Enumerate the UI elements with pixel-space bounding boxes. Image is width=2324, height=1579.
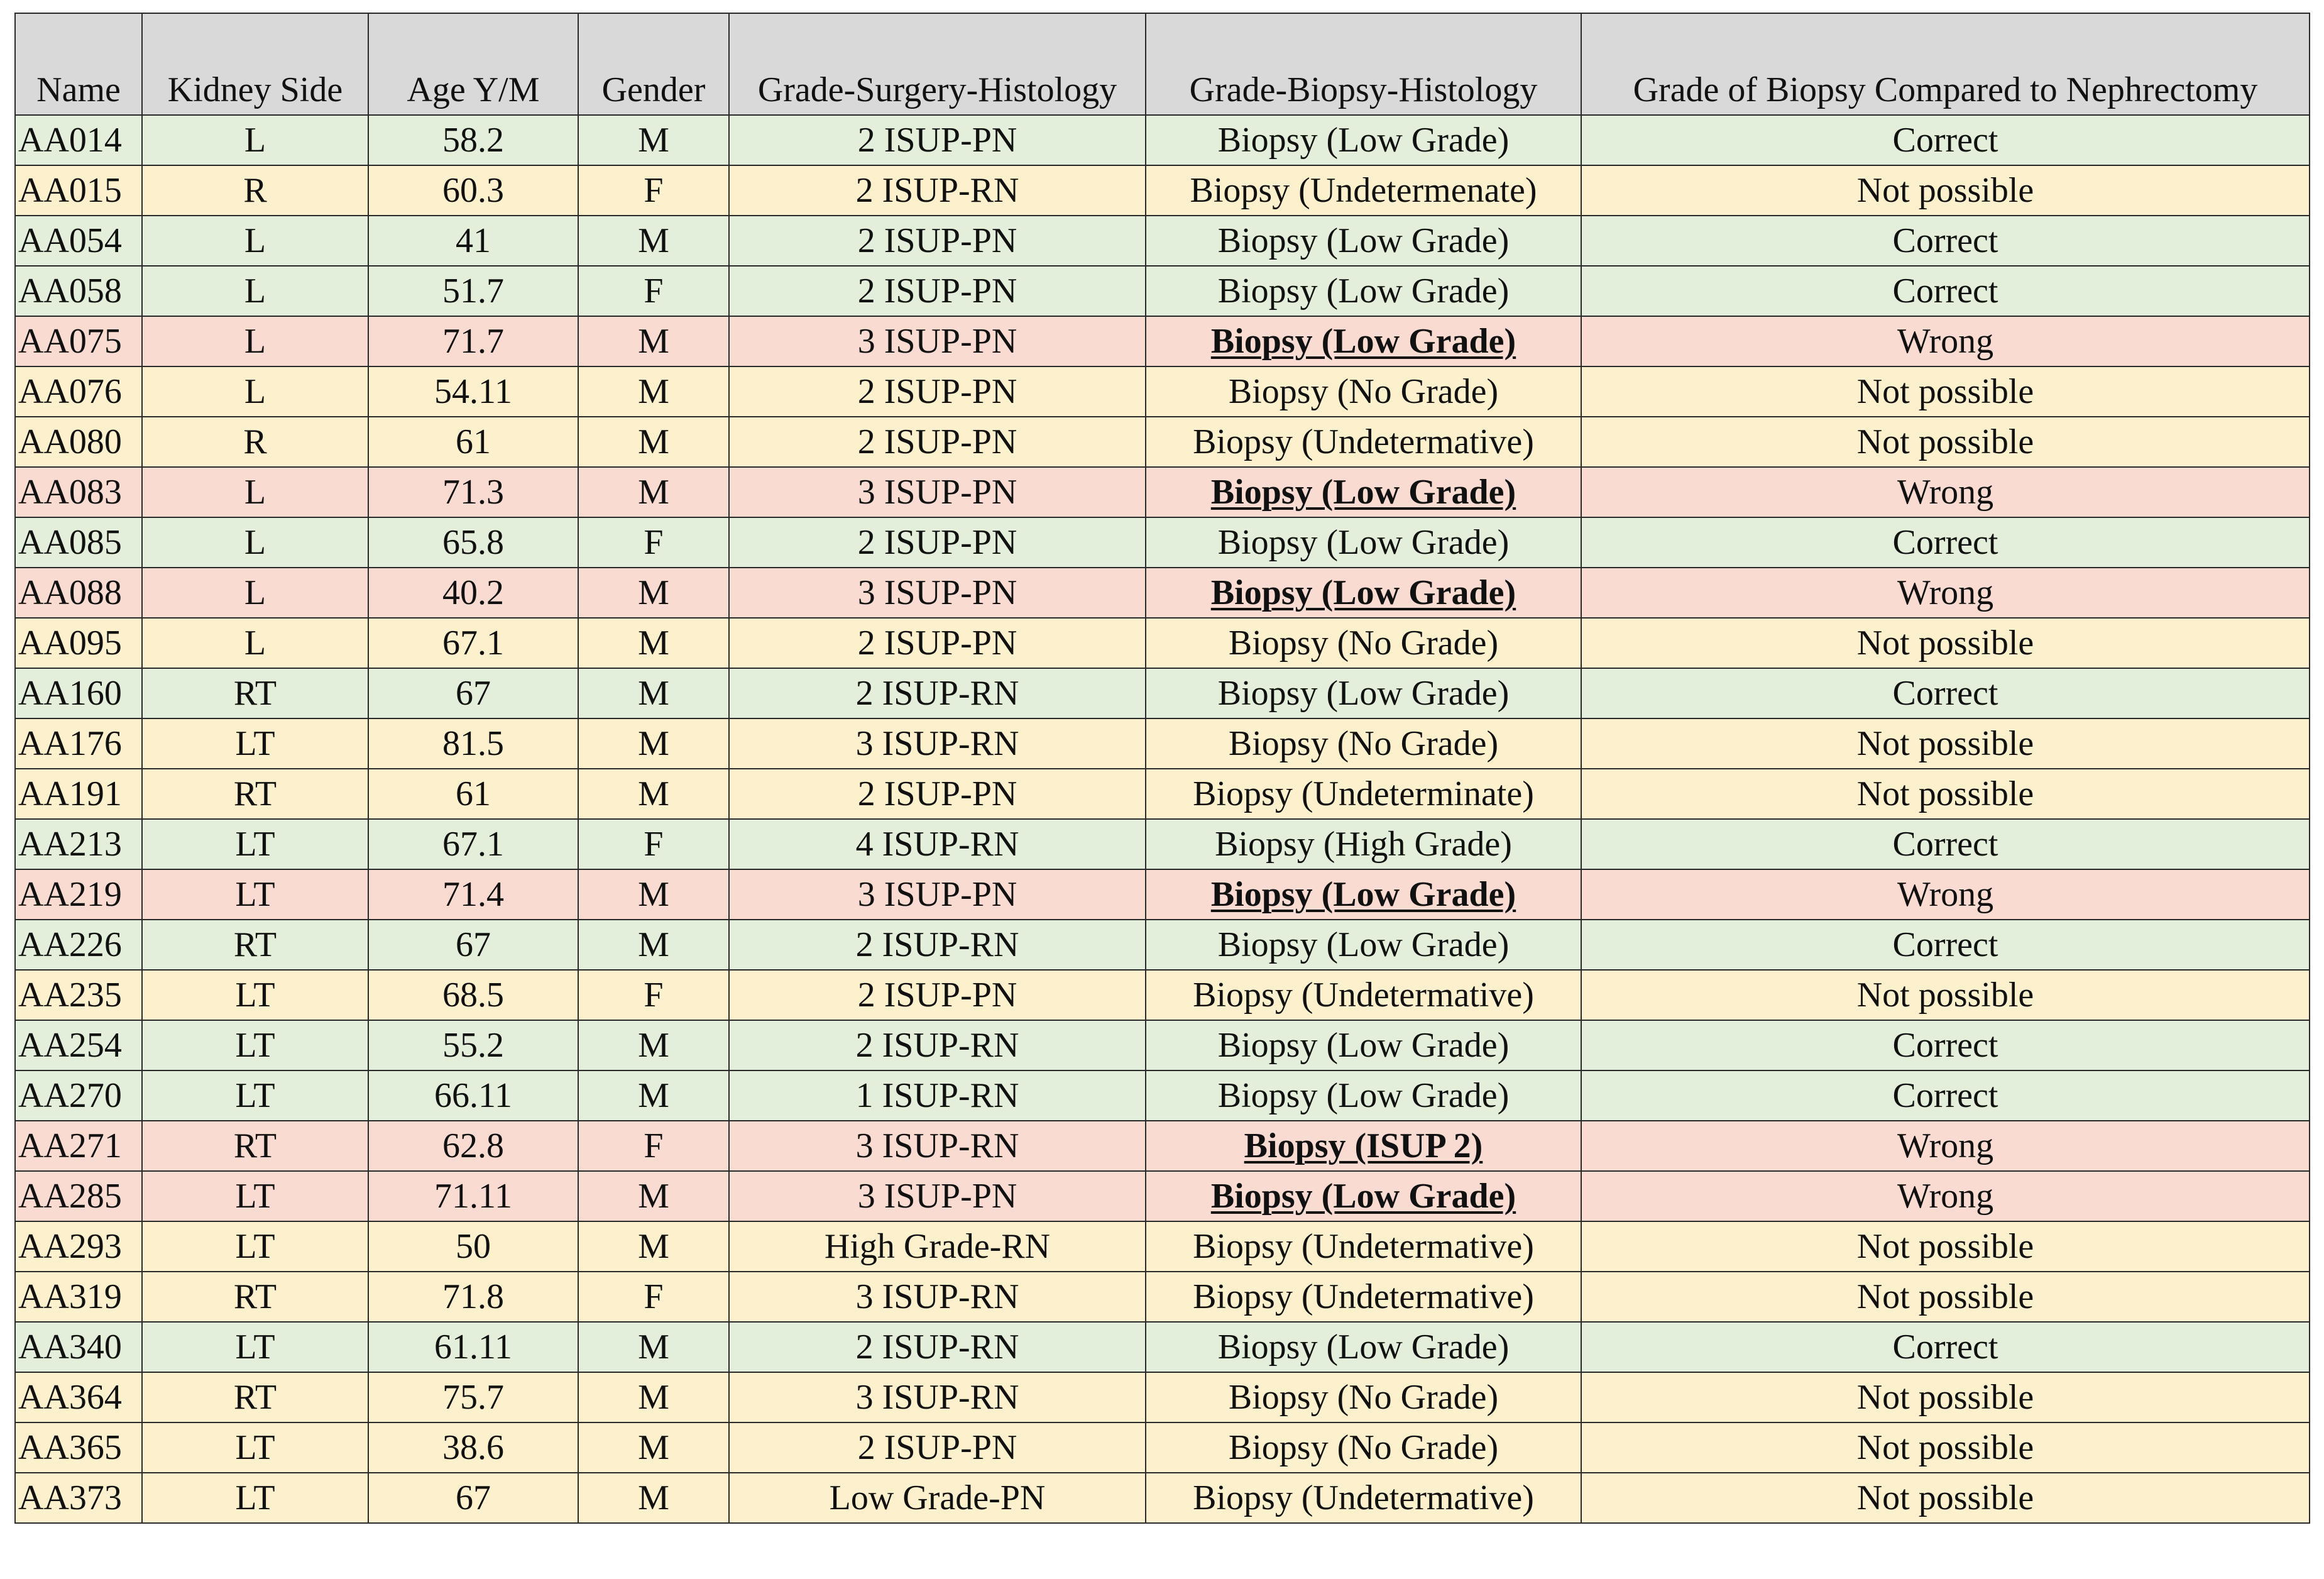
cell-age: 68.5	[368, 970, 578, 1020]
cell-grade-biopsy: Biopsy (No Grade)	[1146, 718, 1581, 769]
cell-grade-biopsy-text: Biopsy (Low Grade)	[1210, 1177, 1516, 1216]
cell-grade-biopsy: Biopsy (No Grade)	[1146, 618, 1581, 668]
cell-grade-surgery: 3 ISUP-PN	[729, 869, 1146, 920]
cell-name: AA160	[15, 668, 142, 718]
table-row	[15, 1070, 2310, 1121]
cell-kidney-side: LT	[142, 718, 368, 769]
cell-grade-biopsy: Biopsy (No Grade)	[1146, 366, 1581, 417]
cell-comparison: Correct	[1581, 819, 2310, 869]
cell-kidney-side: L	[142, 618, 368, 668]
cell-comparison: Correct	[1581, 115, 2310, 165]
cell-comparison: Correct	[1581, 920, 2310, 970]
table-row	[15, 417, 2310, 467]
table-body	[15, 115, 2310, 1523]
cell-age: 71.11	[368, 1171, 578, 1221]
cell-grade-biopsy: Biopsy (No Grade)	[1146, 1422, 1581, 1473]
cell-grade-biopsy: Biopsy (Undetermative)	[1146, 417, 1581, 467]
cell-kidney-side: LT	[142, 1171, 368, 1221]
cell-name: AA015	[15, 165, 142, 216]
cell-comparison: Not possible	[1581, 1473, 2310, 1523]
table-row	[15, 869, 2310, 920]
cell-name: AA014	[15, 115, 142, 165]
cell-grade-surgery: 4 ISUP-RN	[729, 819, 1146, 869]
cell-age: 75.7	[368, 1372, 578, 1422]
cell-kidney-side: LT	[142, 1473, 368, 1523]
cell-gender: M	[578, 216, 729, 266]
cell-grade-biopsy-text: Biopsy (Low Grade)	[1210, 875, 1516, 914]
table-row	[15, 1121, 2310, 1171]
cell-name: AA319	[15, 1272, 142, 1322]
cell-name: AA080	[15, 417, 142, 467]
cell-comparison: Correct	[1581, 1020, 2310, 1070]
cell-age: 58.2	[368, 115, 578, 165]
cell-gender: M	[578, 568, 729, 618]
header-grade-surgery: Grade-Surgery-Histology	[729, 13, 1146, 115]
cell-grade-surgery: 3 ISUP-PN	[729, 1171, 1146, 1221]
cell-name: AA213	[15, 819, 142, 869]
cell-kidney-side: L	[142, 216, 368, 266]
cell-name: AA054	[15, 216, 142, 266]
cell-gender: M	[578, 618, 729, 668]
header-gender: Gender	[578, 13, 729, 115]
cell-grade-surgery: 2 ISUP-PN	[729, 366, 1146, 417]
table-row	[15, 920, 2310, 970]
cell-name: AA095	[15, 618, 142, 668]
cell-gender: F	[578, 165, 729, 216]
cell-grade-surgery: 3 ISUP-RN	[729, 1121, 1146, 1171]
cell-gender: M	[578, 115, 729, 165]
table-row	[15, 970, 2310, 1020]
cell-name: AA364	[15, 1372, 142, 1422]
table-row	[15, 1221, 2310, 1272]
cell-gender: M	[578, 1221, 729, 1272]
cell-grade-biopsy-text: Biopsy (Low Grade)	[1210, 473, 1516, 512]
cell-grade-biopsy: Biopsy (Undetermative)	[1146, 1272, 1581, 1322]
cell-age: 55.2	[368, 1020, 578, 1070]
cell-gender: M	[578, 366, 729, 417]
cell-grade-biopsy-text: Biopsy (Low Grade)	[1210, 322, 1516, 361]
cell-comparison: Not possible	[1581, 1272, 2310, 1322]
cell-kidney-side: LT	[142, 1322, 368, 1372]
cell-name: AA293	[15, 1221, 142, 1272]
cell-grade-surgery: Low Grade-PN	[729, 1473, 1146, 1523]
cell-name: AA226	[15, 920, 142, 970]
table-row	[15, 1171, 2310, 1221]
cell-grade-surgery: 2 ISUP-RN	[729, 920, 1146, 970]
cell-comparison: Correct	[1581, 1322, 2310, 1372]
cell-comparison: Not possible	[1581, 165, 2310, 216]
cell-comparison: Not possible	[1581, 417, 2310, 467]
cell-grade-surgery: High Grade-RN	[729, 1221, 1146, 1272]
cell-grade-biopsy-text: Biopsy (Low Grade)	[1210, 573, 1516, 612]
cell-comparison: Correct	[1581, 517, 2310, 568]
cell-grade-biopsy: Biopsy (Low Grade)	[1146, 920, 1581, 970]
cell-grade-surgery: 3 ISUP-RN	[729, 1372, 1146, 1422]
cell-age: 71.4	[368, 869, 578, 920]
cell-comparison: Wrong	[1581, 568, 2310, 618]
cell-age: 67	[368, 668, 578, 718]
biopsy-comparison-table	[14, 13, 2310, 1524]
cell-comparison: Correct	[1581, 668, 2310, 718]
cell-gender: M	[578, 920, 729, 970]
cell-name: AA285	[15, 1171, 142, 1221]
header-name: Name	[15, 13, 142, 115]
cell-kidney-side: LT	[142, 970, 368, 1020]
table-row	[15, 718, 2310, 769]
cell-comparison: Wrong	[1581, 869, 2310, 920]
cell-kidney-side: L	[142, 366, 368, 417]
cell-kidney-side: L	[142, 517, 368, 568]
cell-age: 60.3	[368, 165, 578, 216]
cell-gender: M	[578, 718, 729, 769]
cell-kidney-side: L	[142, 568, 368, 618]
table-row	[15, 668, 2310, 718]
cell-comparison: Not possible	[1581, 1422, 2310, 1473]
spreadsheet	[14, 13, 2310, 1524]
cell-comparison: Wrong	[1581, 1171, 2310, 1221]
cell-age: 51.7	[368, 266, 578, 316]
cell-kidney-side: LT	[142, 1020, 368, 1070]
cell-comparison: Not possible	[1581, 1372, 2310, 1422]
table-row	[15, 1272, 2310, 1322]
table-row	[15, 216, 2310, 266]
cell-age: 62.8	[368, 1121, 578, 1171]
cell-age: 61	[368, 417, 578, 467]
cell-kidney-side: L	[142, 467, 368, 517]
cell-grade-surgery: 2 ISUP-RN	[729, 165, 1146, 216]
cell-gender: F	[578, 970, 729, 1020]
table-row	[15, 366, 2310, 417]
cell-kidney-side: LT	[142, 1422, 368, 1473]
cell-grade-biopsy: Biopsy (Undetermenate)	[1146, 165, 1581, 216]
cell-grade-biopsy: Biopsy (No Grade)	[1146, 1372, 1581, 1422]
cell-comparison: Not possible	[1581, 718, 2310, 769]
cell-name: AA270	[15, 1070, 142, 1121]
table-row	[15, 165, 2310, 216]
cell-grade-surgery: 2 ISUP-PN	[729, 115, 1146, 165]
table-row	[15, 517, 2310, 568]
cell-name: AA340	[15, 1322, 142, 1372]
cell-grade-surgery: 2 ISUP-PN	[729, 216, 1146, 266]
cell-grade-biopsy	[1146, 1171, 1581, 1221]
cell-comparison: Wrong	[1581, 1121, 2310, 1171]
cell-gender: F	[578, 1121, 729, 1171]
cell-kidney-side: R	[142, 417, 368, 467]
cell-comparison: Correct	[1581, 266, 2310, 316]
cell-name: AA271	[15, 1121, 142, 1171]
cell-grade-surgery: 3 ISUP-PN	[729, 568, 1146, 618]
cell-grade-biopsy: Biopsy (Low Grade)	[1146, 216, 1581, 266]
cell-name: AA058	[15, 266, 142, 316]
cell-kidney-side: RT	[142, 1272, 368, 1322]
cell-gender: F	[578, 1272, 729, 1322]
cell-kidney-side: R	[142, 165, 368, 216]
cell-grade-surgery: 2 ISUP-PN	[729, 266, 1146, 316]
cell-grade-surgery: 2 ISUP-RN	[729, 668, 1146, 718]
cell-kidney-side: RT	[142, 1372, 368, 1422]
table-row	[15, 1372, 2310, 1422]
table-row	[15, 1020, 2310, 1070]
header-age: Age Y/M	[368, 13, 578, 115]
table-row	[15, 115, 2310, 165]
cell-grade-surgery: 3 ISUP-PN	[729, 467, 1146, 517]
cell-grade-biopsy-text: Biopsy (ISUP 2)	[1244, 1126, 1483, 1165]
cell-grade-biopsy	[1146, 316, 1581, 366]
cell-grade-biopsy: Biopsy (Low Grade)	[1146, 1020, 1581, 1070]
cell-comparison: Wrong	[1581, 467, 2310, 517]
cell-gender: M	[578, 869, 729, 920]
cell-gender: M	[578, 417, 729, 467]
cell-gender: M	[578, 1322, 729, 1372]
cell-grade-surgery: 2 ISUP-PN	[729, 417, 1146, 467]
cell-kidney-side: RT	[142, 1121, 368, 1171]
cell-grade-surgery: 2 ISUP-PN	[729, 618, 1146, 668]
cell-name: AA176	[15, 718, 142, 769]
table-row	[15, 769, 2310, 819]
cell-grade-biopsy: Biopsy (Undetermative)	[1146, 1221, 1581, 1272]
cell-gender: M	[578, 1070, 729, 1121]
cell-name: AA235	[15, 970, 142, 1020]
table-row	[15, 266, 2310, 316]
cell-gender: F	[578, 517, 729, 568]
cell-gender: M	[578, 668, 729, 718]
cell-age: 41	[368, 216, 578, 266]
cell-kidney-side: L	[142, 115, 368, 165]
cell-grade-biopsy: Biopsy (Low Grade)	[1146, 1322, 1581, 1372]
cell-grade-surgery: 3 ISUP-RN	[729, 718, 1146, 769]
cell-gender: M	[578, 316, 729, 366]
table-row	[15, 819, 2310, 869]
cell-comparison: Correct	[1581, 1070, 2310, 1121]
table-row	[15, 316, 2310, 366]
cell-grade-biopsy: Biopsy (Low Grade)	[1146, 266, 1581, 316]
cell-age: 71.3	[368, 467, 578, 517]
cell-gender: M	[578, 1372, 729, 1422]
cell-grade-biopsy: Biopsy (High Grade)	[1146, 819, 1581, 869]
cell-grade-surgery: 2 ISUP-PN	[729, 517, 1146, 568]
cell-name: AA191	[15, 769, 142, 819]
cell-kidney-side: RT	[142, 668, 368, 718]
cell-name: AA365	[15, 1422, 142, 1473]
table-row	[15, 568, 2310, 618]
cell-age: 50	[368, 1221, 578, 1272]
cell-name: AA373	[15, 1473, 142, 1523]
cell-age: 71.7	[368, 316, 578, 366]
cell-grade-surgery: 2 ISUP-PN	[729, 970, 1146, 1020]
cell-gender: F	[578, 266, 729, 316]
cell-gender: M	[578, 769, 729, 819]
cell-comparison: Correct	[1581, 216, 2310, 266]
cell-grade-biopsy: Biopsy (Low Grade)	[1146, 115, 1581, 165]
cell-name: AA254	[15, 1020, 142, 1070]
cell-age: 81.5	[368, 718, 578, 769]
cell-kidney-side: LT	[142, 1070, 368, 1121]
cell-kidney-side: LT	[142, 869, 368, 920]
cell-grade-biopsy: Biopsy (Low Grade)	[1146, 517, 1581, 568]
cell-grade-biopsy	[1146, 467, 1581, 517]
cell-comparison: Not possible	[1581, 769, 2310, 819]
cell-kidney-side: LT	[142, 819, 368, 869]
cell-grade-surgery: 2 ISUP-PN	[729, 1422, 1146, 1473]
cell-name: AA085	[15, 517, 142, 568]
cell-age: 40.2	[368, 568, 578, 618]
cell-age: 54.11	[368, 366, 578, 417]
cell-grade-biopsy	[1146, 869, 1581, 920]
cell-age: 67	[368, 1473, 578, 1523]
table-row	[15, 1473, 2310, 1523]
cell-gender: F	[578, 819, 729, 869]
cell-comparison: Not possible	[1581, 366, 2310, 417]
cell-name: AA088	[15, 568, 142, 618]
cell-age: 67	[368, 920, 578, 970]
cell-name: AA076	[15, 366, 142, 417]
cell-grade-biopsy: Biopsy (Low Grade)	[1146, 1070, 1581, 1121]
table-row	[15, 467, 2310, 517]
cell-grade-biopsy: Biopsy (Low Grade)	[1146, 668, 1581, 718]
cell-name: AA083	[15, 467, 142, 517]
cell-grade-biopsy	[1146, 568, 1581, 618]
cell-grade-biopsy: Biopsy (Undetermative)	[1146, 1473, 1581, 1523]
cell-grade-surgery: 1 ISUP-RN	[729, 1070, 1146, 1121]
cell-kidney-side: LT	[142, 1221, 368, 1272]
header-kidney-side: Kidney Side	[142, 13, 368, 115]
cell-gender: M	[578, 1473, 729, 1523]
table-row	[15, 618, 2310, 668]
cell-grade-surgery: 3 ISUP-RN	[729, 1272, 1146, 1322]
cell-grade-surgery: 2 ISUP-PN	[729, 769, 1146, 819]
cell-gender: M	[578, 1422, 729, 1473]
cell-gender: M	[578, 467, 729, 517]
cell-age: 38.6	[368, 1422, 578, 1473]
cell-comparison: Not possible	[1581, 618, 2310, 668]
cell-age: 71.8	[368, 1272, 578, 1322]
cell-gender: M	[578, 1020, 729, 1070]
cell-age: 67.1	[368, 819, 578, 869]
cell-comparison: Not possible	[1581, 1221, 2310, 1272]
cell-comparison: Not possible	[1581, 970, 2310, 1020]
header-grade-biopsy: Grade-Biopsy-Histology	[1146, 13, 1581, 115]
cell-grade-biopsy	[1146, 1121, 1581, 1171]
cell-age: 66.11	[368, 1070, 578, 1121]
cell-age: 61.11	[368, 1322, 578, 1372]
cell-kidney-side: RT	[142, 920, 368, 970]
cell-age: 67.1	[368, 618, 578, 668]
table-row	[15, 1422, 2310, 1473]
cell-gender: M	[578, 1171, 729, 1221]
cell-age: 65.8	[368, 517, 578, 568]
cell-grade-biopsy: Biopsy (Undetermative)	[1146, 970, 1581, 1020]
cell-kidney-side: L	[142, 316, 368, 366]
cell-kidney-side: L	[142, 266, 368, 316]
cell-comparison: Wrong	[1581, 316, 2310, 366]
header-row	[15, 13, 2310, 115]
cell-grade-surgery: 2 ISUP-RN	[729, 1020, 1146, 1070]
cell-grade-surgery: 2 ISUP-RN	[729, 1322, 1146, 1372]
cell-name: AA075	[15, 316, 142, 366]
cell-grade-surgery: 3 ISUP-PN	[729, 316, 1146, 366]
cell-kidney-side: RT	[142, 769, 368, 819]
table-row	[15, 1322, 2310, 1372]
header-comparison: Grade of Biopsy Compared to Nephrectomy	[1581, 13, 2310, 115]
cell-age: 61	[368, 769, 578, 819]
cell-name: AA219	[15, 869, 142, 920]
cell-grade-biopsy: Biopsy (Undeterminate)	[1146, 769, 1581, 819]
